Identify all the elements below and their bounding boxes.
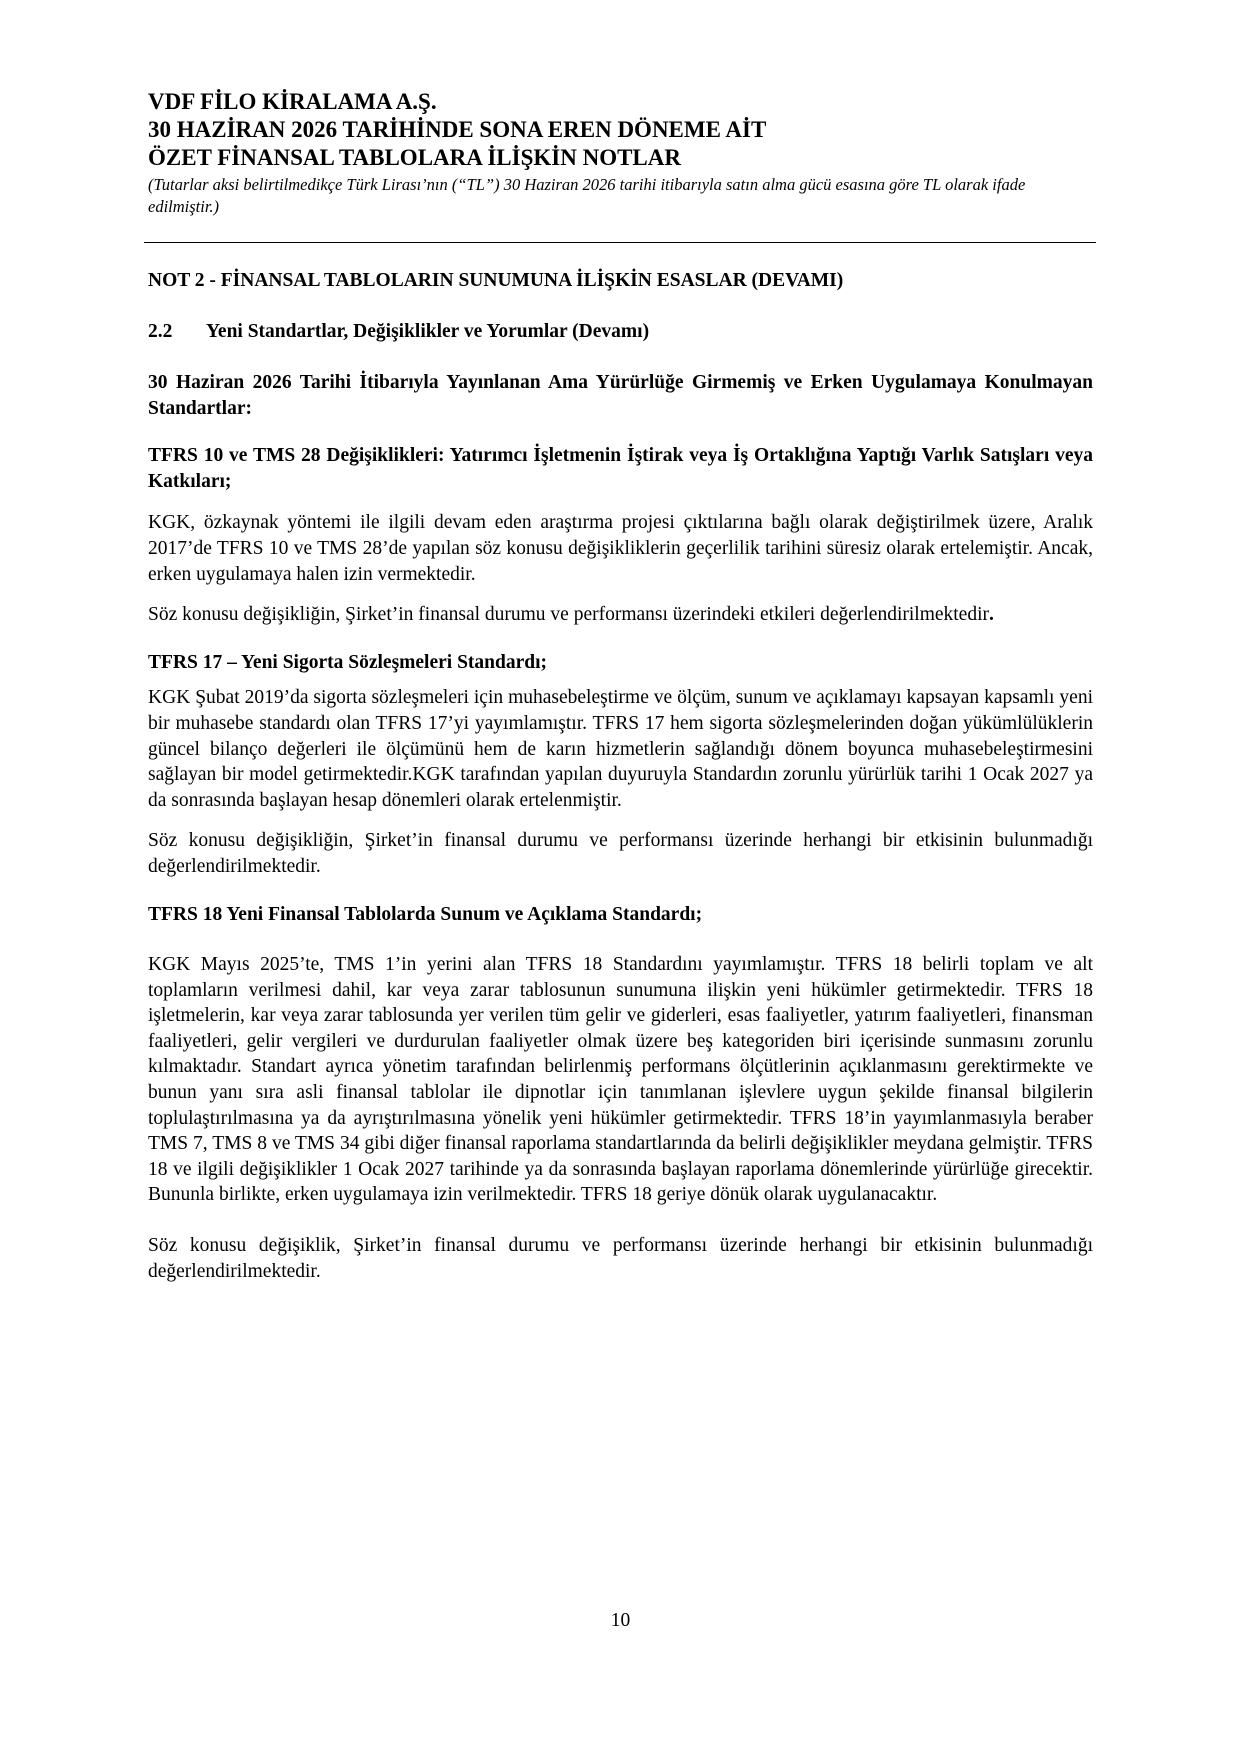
page-number: 10	[610, 1610, 631, 1631]
note-heading: NOT 2 - FİNANSAL TABLOLARIN SUNUMUNA İLİŞKİN ESASLAR (DEVAMI)	[148, 270, 844, 291]
section-heading	[148, 319, 1093, 344]
document-header	[148, 88, 1093, 218]
tfrs10-paragraph-2-end: .	[989, 604, 994, 626]
tfrs10-paragraph-2-text: Söz konusu değişikliğin, Şirket’in finansal durumu ve performansı üzerindeki etkileri değerlendirilmektedir	[148, 604, 989, 626]
tfrs17-paragraph-2: Söz konusu değişikliğin, Şirket’in finansal durumu ve performansı üzerinde herhangi bir etkisinin bulunmadığı değerlendirilmektedir.	[148, 830, 1093, 877]
tfrs18-paragraph-1: KGK Mayıs 2025’te, TMS 1’in yerini alan TFRS 18 Standardını yayımlamıştır. TFRS 18 belirli toplam ve alt toplamların verilmesi dahil, kar veya zarar tablosunun sunumuna ilişkin yeni hükümler getirmektedir. TFRS 18 işletmelerin, kar veya zarar tablosunda yer verilen tüm gelir ve giderleri, esas faaliyetler, yatırım faaliyetleri, finansman faaliyetleri, gelir vergileri ve durdurulan faaliyetler olmak üzere beş kategoriden biri içerisinde sunmasını zorunlu kılmaktadır. Standart ayrıca yönetim tarafından belirlenmiş performans ölçütlerinin açıklanmasını gerektirmekte ve bunun yanı sıra asli finansal tablolar ile dipnotlar için tanımlanan işlevlere uygun şekilde finansal bilgilerin toplulaştırılmasına ya da ayrıştırılmasına yönelik yeni hükümler getirmektedir. TFRS 18’in yayımlanmasıyla beraber TMS 7, TMS 8 ve TMS 34 gibi diğer finansal raporlama standartlarında da belirli değişiklikler meydana gelmiştir. TFRS 18 ve ilgili değişiklikler 1 Ocak 2027 tarihinde ya da sonrasında başlayan raporlama dönemlerinde yürürlüğe girecektir. Bununla birlikte, erken uygulamaya izin verilmektedir. TFRS 18 geriye dönük olarak uygulanacaktır.	[148, 954, 1093, 1206]
tfrs10-title: TFRS 10 ve TMS 28 Değişiklikleri: Yatırımcı İşletmenin İştirak veya İş Ortaklığına Yaptığı Varlık Satışları veya Katkıları;	[148, 445, 1093, 492]
section-title: Yeni Standartlar, Değişiklikler ve Yorumlar (Devamı)	[206, 321, 650, 342]
document-body	[148, 268, 1093, 1284]
section-number: 2.2	[148, 321, 173, 342]
tfrs18-title: TFRS 18 Yeni Finansal Tablolarda Sunum ve Açıklama Standardı;	[148, 903, 703, 925]
tfrs17-paragraph-1: KGK Şubat 2019’da sigorta sözleşmeleri için muhasebeleştirme ve ölçüm, sunum ve açıklamayı kapsayan kapsamlı yeni bir muhasebe standardı olan TFRS 17’yi yayımlamıştır. TFRS 17 hem sigorta sözleşmelerinden doğan yükümlülüklerin güncel bilanço değerleri ile ölçümünü hem de karın hizmetlerin sağlandığı dönem boyunca muhasebeleştirmesini sağlayan bir model getirmektedir.KGK tarafından yapılan duyuruyla Standardın zorunlu yürürlük tarihi 1 Ocak 2027 ya da sonrasında başlayan hesap dönemleri olarak ertelenmiştir.	[148, 687, 1093, 811]
currency-note: (Tutarlar aksi belirtilmedikçe Türk Lirası’nın (“TL”) 30 Haziran 2026 tarihi itibarıyla satın alma gücü esasına göre TL olarak ifade edilmiştir.)	[148, 175, 1026, 216]
subsection-title: 30 Haziran 2026 Tarihi İtibarıyla Yayınlanan Ama Yürürlüğe Girmemiş ve Erken Uygulamaya Konulmayan Standartlar:	[148, 372, 1093, 419]
header-divider	[144, 242, 1096, 243]
company-name: VDF FİLO KİRALAMA A.Ş.	[148, 89, 437, 114]
tfrs10-paragraph-1: KGK, özkaynak yöntemi ile ilgili devam eden araştırma projesi çıktılarına bağlı olarak değiştirilmek üzere, Aralık 2017’de TFRS 10 ve TMS 28’de yapılan söz konusu değişikliklerin geçerlilik tarihini süresiz olarak ertelemiştir. Ancak, erken uygulamaya halen izin vermektedir.	[148, 512, 1093, 585]
period-title: 30 HAZİRAN 2026 TARİHİNDE SONA EREN DÖNEME AİT	[148, 117, 767, 142]
document-title: ÖZET FİNANSAL TABLOLARA İLİŞKİN NOTLAR	[148, 145, 681, 170]
tfrs18-paragraph-2: Söz konusu değişiklik, Şirket’in finansal durumu ve performansı üzerinde herhangi bir etkisinin bulunmadığı değerlendirilmektedir.	[148, 1235, 1093, 1282]
tfrs10-paragraph-2	[148, 602, 1093, 628]
tfrs17-title: TFRS 17 – Yeni Sigorta Sözleşmeleri Standardı;	[148, 651, 548, 673]
